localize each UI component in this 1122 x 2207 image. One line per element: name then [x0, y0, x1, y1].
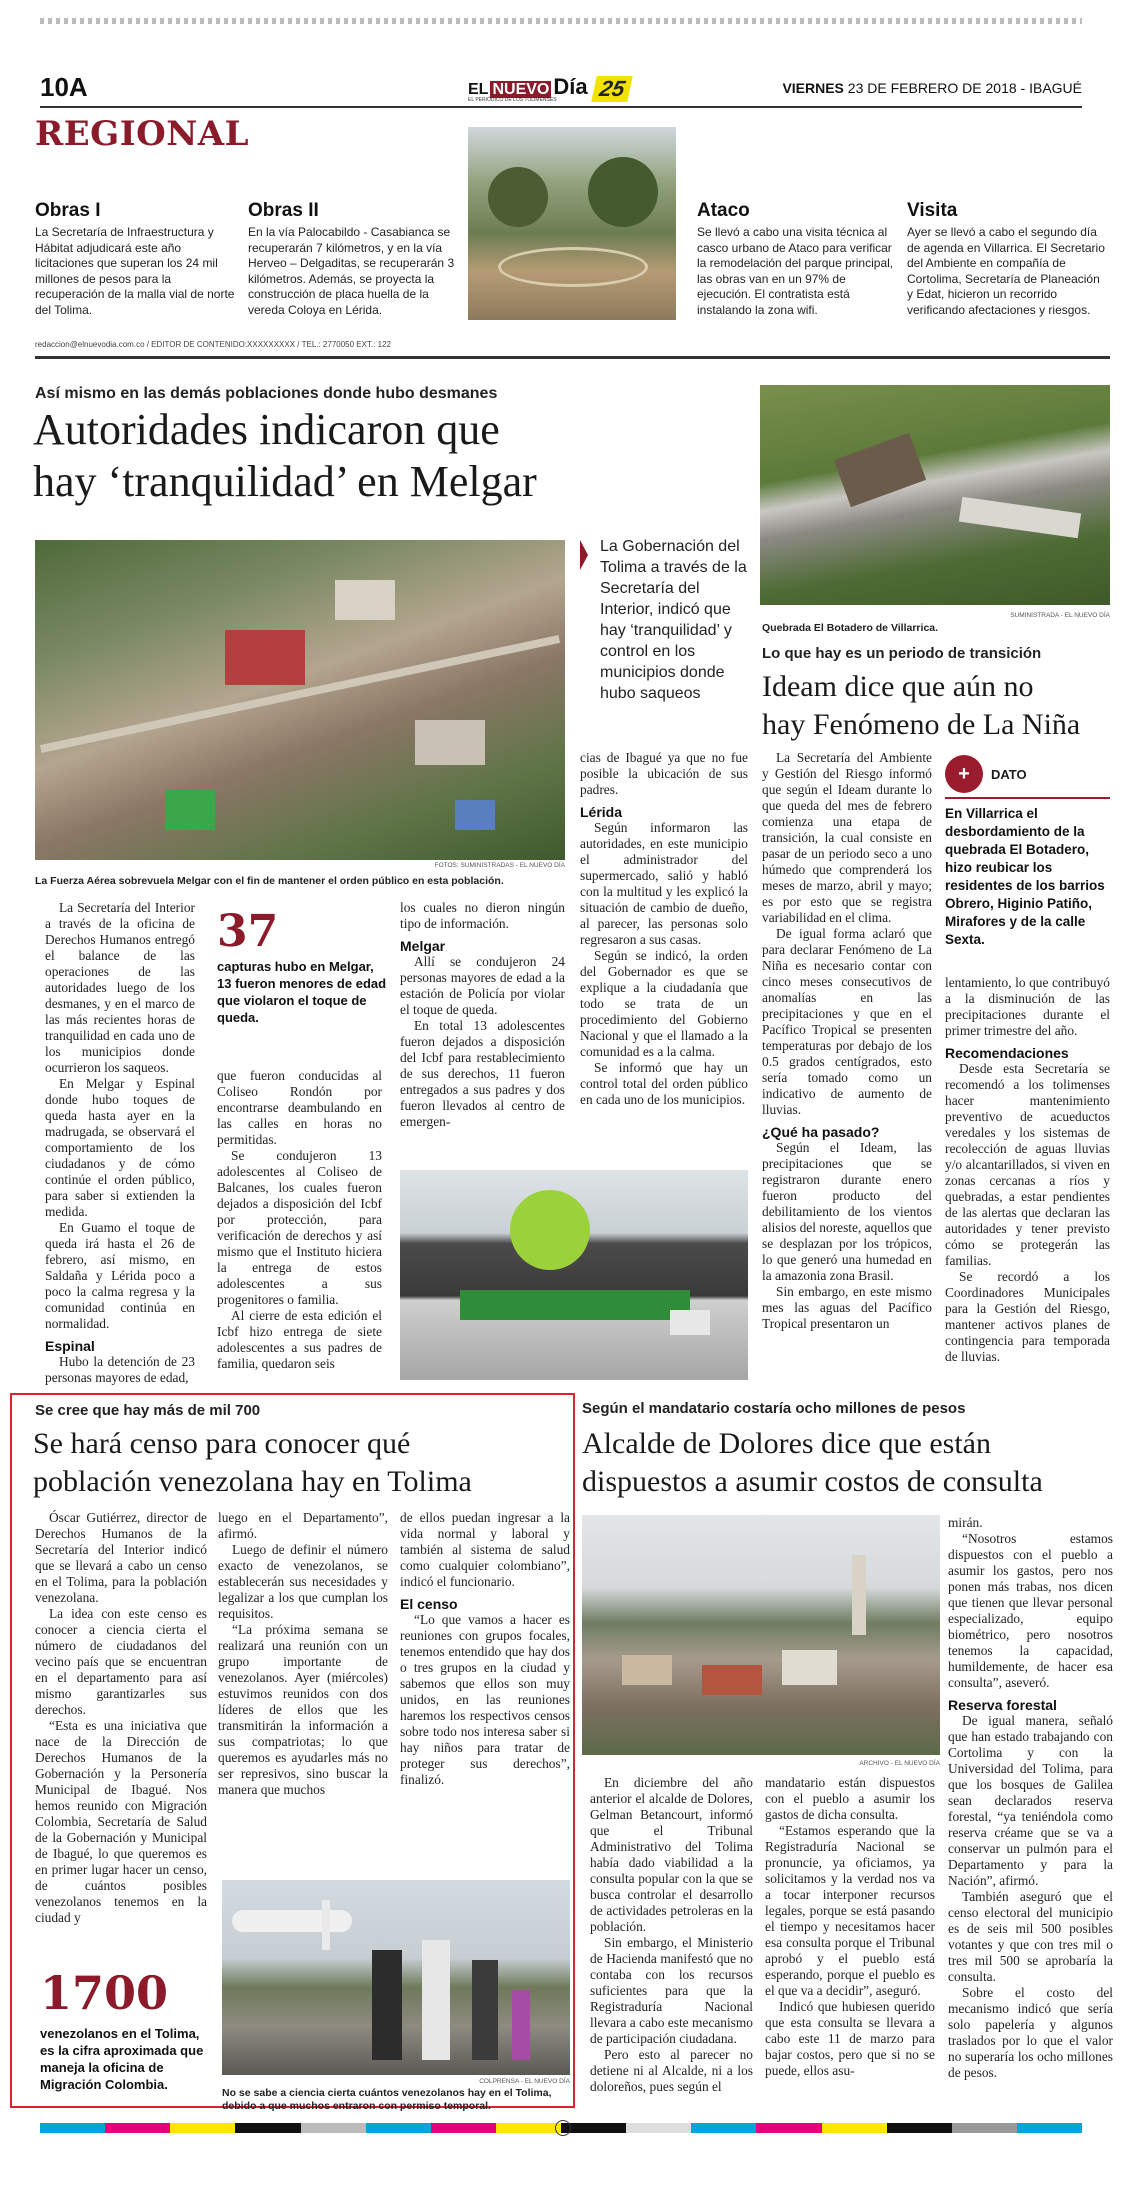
- melgar-col-2: que fueron conducidas al Coliseo Rondón por encontrarse deambulando en las calles en horas no permitidas. Se condujeron 13 adolescentes al Coliseo de Balcanes, los cuales fueron dejados a disposición del Icbf por protección, para verificación de derechos y así mismo que el Instituto hiciera la entrega de estos adolescentes a sus progenitores o familia. Al cierre de esta edición el Icbf hizo entrega de siete adolescentes a sus padres de familia, quedaron seis: [217, 1068, 382, 1371]
- dato-box: + DATO En Villarrica el desbordamiento de la quebrada El Botadero, hizo reubicar los residentes de los barrios Obrero, Higinio Patiño, Mirafores y de la calle Sexta.: [945, 755, 1110, 970]
- ideam-photo-caption: Quebrada El Botadero de Villarrica.: [762, 622, 939, 634]
- venezuelan-migrants-photo: [222, 1880, 570, 2075]
- plus-icon: +: [945, 755, 983, 793]
- censo-col-2: luego en el Departamento”, afirmó. Luego de definir el número exacto de venezolanos, se establecerán sus necesidades y legalizar a los que cumplan los requisitos. “La próxima semana se realizará una reunión con un grupo importante de venezolanos. Ayer (miércoles) estuvimos reunidos con dos líderes de ellos que les transmitirán la información a sus compatriotas; lo que queremos es ayudarles más no ser represivos, sino buscar la manera que muchos: [218, 1510, 388, 1797]
- page-number: 10A: [40, 72, 88, 102]
- censo-photo-credit: COLPRENSA - EL NUEVO DÍA: [479, 2078, 570, 2085]
- quebrada-photo: [760, 385, 1110, 605]
- ideam-photo-credit: SUMINISTRADA - EL NUEVO DÍA: [1010, 612, 1110, 619]
- registration-crosshair-icon: [555, 2120, 571, 2136]
- section-title: REGIONAL: [35, 114, 250, 154]
- ideam-kicker: Lo que hay es un periodo de transición: [762, 645, 1042, 662]
- ideam-col-1: La Secretaría del Ambiente y Gestión del Riesgo informó que según el Ideam durante lo que queda del mes de febrero comienza una etapa de transición, la cual consiste en pasar de un periodo seco a uno húmedo que comprenderá los meses de marzo, abril y mayo; es por esto que se registra variabilidad en el clima. De igual forma aclaró que para declarar Fenómeno de La Niña es necesario contar con cinco meses consecutivos de anomalías en las precipitaciones y que en el Pacífico Tropical se presenten temperaturas por debajo de los 0.5 grados centígrados, esto sería tomado como un indicativo de aumento de lluvias. ¿Qué ha pasado? Según el Ideam, las precipitaciones que se registraron durante enero fueron producto del debilitamiento de los vientos alisios del noreste, aquellos que se desplazan por los trópicos, lo que generó una humedad en la amazonia zona Brasil. Sin embargo, en este mismo mes las aguas del Pacífico Tropical presentaron un: [762, 750, 932, 1331]
- stat-1700-text: venezolanos en el Tolima, es la cifra aproximada que maneja la oficina de Migración Colombia.: [40, 2026, 204, 2092]
- melgar-aerial-photo: [35, 540, 565, 860]
- brief-ataco: Ataco Se llevó a cabo una visita técnica al casco urbano de Ataco para verificar la remodelación del parque principal, las obras van en un 97% de ejecución. El contratista está instalando la zona wifi.: [697, 200, 894, 317]
- melgar-col-3: los cuales no dieron ningún tipo de información. Melgar Allí se condujeron 24 personas mayores de edad a la estación de Policía por violar el toque de queda. En total 13 adolescentes fueron dejados a disposición del Icbf para restablecimiento de sus derechos, 11 fueron entregados a sus padres y dos fueron llevados al centro de emergen-: [400, 900, 565, 1129]
- stat-37-number: 37: [217, 906, 279, 957]
- censo-col-1: Óscar Gutiérrez, director de Derechos Humanos de la Secretaría del Interior indicó que se llevará a cabo un censo en el Tolima, para la población venezolana. La idea con este censo es conocer a ciencia cierta el número de ciudadanos del vecino país que se encuentran en el departamento para así mismo garantizarles sus derechos. “Esta es una iniciativa que nace de la Dirección de Derechos Humanos de la Gobernación y la Personería Municipal de Ibagué. Nos hemos reunido con Migración Colombia, Secretaría de Salud de la Gobernación y Municipal de Ibagué, lo que queremos es en primer lugar hacer un censo, de cuántos posibles venezolanos tenemos en la ciudad y: [35, 1510, 207, 1925]
- brief-obras-1: Obras I La Secretaría de Infraestructura y Hábitat adjudicará este año licitaciones que superan los 24 mil millones de pesos para la recuperación de la malla vial de norte del Tolima.: [35, 200, 235, 317]
- censo-photo-caption: No se sabe a ciencia cierta cuántos venezolanos hay en el Tolima, debido a que muchos entraron con permiso temporal.: [222, 2087, 552, 2112]
- censo-col-3: de ellos puedan ingresar a la vida normal y laboral y también al sistema de salud como cualquier colombiano”, indicó el funcionario. El censo “Lo que vamos a hacer es reuniones con grupos focales, tenemos entendido que hay dos o tres grupos en la ciudad y sabemos que ellos son muy unidos, en las reuniones haremos los respectivos censos sobre todo nos interesa saber si hay niños para tratar de proteger sus derechos”, finalizó.: [400, 1510, 570, 1787]
- ataco-park-photo: [468, 127, 676, 320]
- anniversary-badge: 25: [591, 76, 633, 102]
- briefs-rule: [35, 356, 1110, 359]
- brief-visita: Visita Ayer se llevó a cabo el segundo día de agenda en Villarrica. El Secretario del Ambiente en compañía de Cortolima, Secretaría de Planeación y Edat, hicieron un recorrido verificando afectaciones y riesgos.: [907, 200, 1105, 317]
- dolores-headline: Alcalde de Dolores dice que están dispuestos a asumir costos de consulta: [582, 1427, 1043, 1498]
- pullquote-marker: [580, 540, 588, 570]
- melgar-photo-credit: FOTOS: SUMINISTRADAS - EL NUEVO DÍA: [434, 862, 565, 869]
- stat-1700-number: 1700: [40, 1966, 169, 2020]
- melgar-pullquote: La Gobernación del Tolima a través de la Secretaría del Interior, indicó que hay ‘tranquilidad’ y control en los municipios donde hubo saqueos: [600, 538, 747, 702]
- melgar-photo-caption: La Fuerza Aérea sobrevuela Melgar con el fin de mantener el orden público en esta población.: [35, 875, 504, 887]
- header-rule: [40, 106, 1082, 108]
- melgar-headline: Autoridades indicaron que hay ‘tranquilidad’ en Melgar: [33, 405, 537, 506]
- dolores-col-2: mandatario están dispuestos con el pueblo a asumir los gastos de dicha consulta. “Estamos esperando que la Registraduría Nacional se pronuncie, ya oficiamos, ya solicitamos y la verdad nos va a tocar interponer recursos legales, porque se está pasando el tiempo y necesitamos hacer esa consulta porque el Tribunal aprobó y el pueblo está esperando, porque el pueblo es el que va a decidir”, aseguró. Indicó que hubiesen querido que esta consulta se llevara a cabo este 11 de marzo para bajar costos, pero que si no se puede, ellos asu-: [765, 1775, 935, 2078]
- dolores-col-3: mirán. “Nosotros estamos dispuestos con el pueblo a asumir los gastos, pero nos ponen más trabas, nos dicen que tienen que llevar personal especializado, equipo biométrico, pero nosotros tenemos la capacidad, humildemente, de hacer esa consulta”, aseveró. Reserva forestal De igual manera, señaló que han estado trabajando con Cortolima y con la Universidad del Tolima, para que los bosques de Galilea sean declarados reserva forestal, “ya teniéndola como reserva créame que se va a conservar un pulmón para el Departamento y para la Nación”, afirmó. También aseguró que el censo electoral del municipio es de seis mil 500 posibles votantes y que con tres mil o tres mil 500 se aprobaría la consulta. Sobre el costo del mecanismo indicó que sería solo papelería y algunos traslados por lo que el valor no superaría los ocho millones de pesos.: [948, 1515, 1113, 2080]
- contact-line: redaccion@elnuevodia.com.co / EDITOR DE CONTENIDO:XXXXXXXXX / TEL.: 2770050 EXT.: 122: [35, 340, 391, 349]
- melgar-col-1: La Secretaría del Interior a través de la oficina de Derechos Humanos entregó el balance de las operaciones de las autoridades luego de los desmanes, y en el marco de las más recientes horas de tranquilidad en cada uno de los municipios donde ocurrieron los saqueos. En Melgar y Espinal donde hubo toques de queda hasta ayer en la madrugada, se observará el comportamiento de los ciudadanos y de cómo continúe el orden público, para saber si extienden la medida. En Guamo el toque de queda irá hasta el 26 de febrero, así mismo, en Saldaña y Lérida poco a poco la calma regresa y la comunidad continúa en normalidad. Espinal Hubo la detención de 23 personas mayores de edad,: [45, 900, 195, 1385]
- brief-obras-2: Obras II En la vía Palocabildo - Casabianca se recuperarán 7 kilómetros, y en la vía Herveo – Delgaditas, se recuperarán 3 kilómetros. Además, se proyecta la construcción de placa huella de la vereda Coloya en Lérida.: [248, 200, 455, 317]
- dolores-photo-credit: ARCHIVO - EL NUEVO DÍA: [859, 1760, 940, 1767]
- dateline: VIERNES 23 DE FEBRERO DE 2018 - IBAGUÉ: [782, 80, 1082, 96]
- ideam-headline: Ideam dice que aún no hay Fenómeno de La Niña: [762, 670, 1081, 741]
- censo-headline: Se hará censo para conocer qué población venezolana hay en Tolima: [33, 1427, 472, 1498]
- dolores-town-photo: [582, 1515, 940, 1755]
- melgar-kicker: Así mismo en las demás poblaciones donde hubo desmanes: [35, 385, 498, 402]
- dolores-col-1: En diciembre del año anterior el alcalde de Dolores, Gelman Betancourt, informó que el Tribunal Administrativo del Tolima había dado viabilidad a la consulta popular con la que se busca controlar el desarrollo de actividades petroleras en la población. Sin embargo, el Ministerio de Hacienda manifestó que no contaba con los recursos suficientes para que la Registraduría Nacional llevara a cabo este mecanismo de participación ciudadana. Pero esto al parecer no detiene ni al Alcalde, ni a los doloreños, pues según el: [590, 1775, 753, 2094]
- stat-37-text: capturas hubo en Melgar, 13 fueron menores de edad que violaron el toque de queda.: [217, 959, 387, 1025]
- dato-text: En Villarrica el desbordamiento de la quebrada El Botadero, hizo reubicar los residentes de los barrios Obrero, Higinio Patiño, Mirafores y de la calle Sexta.: [945, 806, 1105, 947]
- censo-kicker: Se cree que hay más de mil 700: [35, 1402, 261, 1419]
- ideam-col-2: lentamiento, lo que contribuyó a la disminución de las precipitaciones durante el primer trimestre del año. Recomendaciones Desde esta Secretaría se recomendó a los tolimenses hacer mantenimiento preventivo de acueductos veredales y los sistemas de recolección de aguas lluvias y/o alcantarillados, si viven en zonas cercanas a ríos y quebradas, a estar pendientes de las alertas que declaran las autoridades y tener previsto cómo se protegerán las familias. Se recordó a los Coordinadores Municipales para la Gestión del Riesgo, mantener activos planes de contingencia para temporada de lluvias.: [945, 975, 1110, 1364]
- dolores-kicker: Según el mandatario costaría ocho millones de pesos: [582, 1400, 966, 1417]
- masthead-logo: EL NUEVO Día EL PERIÓDICO DE LOS TOLIMENSES 25: [468, 72, 630, 106]
- coliseo-photo: [400, 1170, 748, 1380]
- register-marks-top: [40, 18, 1082, 24]
- melgar-col-4: cias de Ibagué ya que no fue posible la ubicación de sus padres. Lérida Según informaron las autoridades, en este municipio el administrador del supermercado, salió y habló con la multitud y les explicó la situación de cambio de dueño, al parecer, las personas solo regresaron a sus casas. Según se indicó, la orden del Gobernador es que se explique a la ciudadanía que todo se trata de un procedimiento del Gobierno Nacional y que el llamado a la comunidad es a la calma. Se informó que hay un control total del orden público en cada uno de los municipios.: [580, 750, 748, 1107]
